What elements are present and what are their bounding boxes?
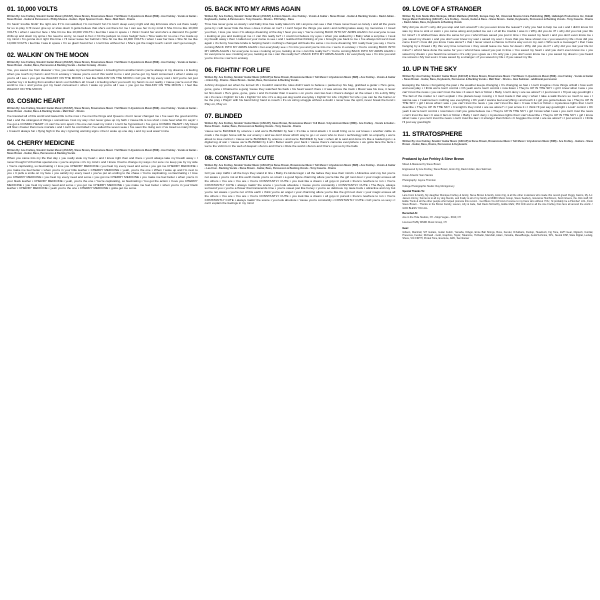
song-title: 02. WALKIN' ON THE MOON [7,51,89,59]
production-heading: Produced by Ace Frehley & Steve Brown [402,157,464,162]
song-credits: Written By: Ace Frehley, Smokin' Guitar Music (ASCAP) & Steve Brown, Brownstone Music / Yell Music / Lilysdotcom Music (BMI) ▪ Ace Frehley - Vocals & Guitar ▪ Steve Brown - Guitar, Bass, Keyboards, Percussion & Backing Vocals ▪ Matt Starr - Drums ▪ Alex Salzman - additional percussion [402,75,594,82]
song-lyrics: Johnny dropped out when he turned 16 ▪ Couldn't stand the rules didn't want to believe ▪ packed up his bag, grabbed a guitar ▪ He's gone, gone, gone ▪ Chained to a gang 'cause they watched his back ▪ his heart wasn't there ▪ it was across the track ▪ Music was his love, it never let him down ▪ He's gone, gone, gone ▪ and it's harder than it seems ▪ on you're own two feet ▪ there's danger on the street ▪ It's a dirty filthy rat ▪ it's race ▪ Fightin' for Life ▪ Fightin' for Life ▪ It's a dog eat dog world everyday ▪ Fightin' for Life ▪ Fightin' for Life ▪ you can be the hunter or be the prey ▪ Playin' with his band living' hand to mouth ▪ It's six string struggle without a doubt ▪ never lose the spirit, never break the bond ▪ Play on, Play on [204,83,397,106]
song-credits: Written By: Ace Frehley, Smokin' Guitar Music (ASCAP), Steve Brown, Brownstone Music / Yell Music / Lilysdotcom Music (BMI) ▪ Ace Frehley - Vocals & Guitar ▪ Steve Brown - Guitar, Bass, Percussion & Backing Vocals [7,148,198,155]
gear-text: Gibson, Marshall, SIT Guitars, Guitar Fetish, Yamaha, DiAgio, Ernie Ball Strings, Boss, Fender, D'Addario, Dunlop, Headrush, Fig Tone, EVH Gear, Digitech, Cordial, Presonus, Fender, Richwall - Gold, Graphics, Taylor, Takamine, Hi-Radio, Marshall, Adam, Yamaha, Mesa/Boogie, AudioTechnica, SPL, Neural DSP, Slate Digital, Ludwig, Shure, VIC FIRTH, Protek Tone, Evertune, ARC, Sennheiser [402,230,594,241]
song-lyrics: I'm havin' trouble findin' the right one If I'm not satisfied, I'm not havin' fun I'm lovin' sleep every night and day El knows she's out there ready for us to play It I'll never give up or slow down It gotta believe that she's out there for me I can see her in my mind It She hit me like 10,000 VOLTS ▪ when I saw her face ▪ She hit me like 10,000 VOLTS ▪ feel like I was in space ▪ I think I found her and she's a diamond It's gettin' chills up and down my spine ▪ No need to worry, no need to fret ▪ I hit the jackpot no more hedgin' bets ▪ Time waits for no one ▪ I've made up my mind ▪ I'm gonna do it right this time ▪ I'll never leave her behind ▪ She hit me like 10,000 VOLTS ▪ when I saw her face ▪ She hit me like 10,000 VOLTS ▪ feel like I was in space ▪ I'm so glad I found her ▪ I can't live without her ▪ She's got the magic touch ▪ and I can't get enough [7,22,199,46]
recorded-at-text: Ace in the Hole Studios, NY ▪ Mojo Vegas - 6910, NY [402,216,462,219]
special-thanks-text: Lara Conn & family, My daughter Monique Frehley & family, Steve Brown & family, Anton Fig, & all the other musicians who made this record great! Peggy Castro, My A.J. Jaxson Jimmy, Sonnet & to all my dog friends, and finally to all of my family at MNRK Music Group, Steve Seabury, Giovanna Hutchinson, Scott Givens, the JAG staff, Mr. Eddie Trunk & all the other people who helped promote this record... Get Bless You All! And of course to my Fans who without YOU, I'd probably be a Plumber! LOL, From Steve Brown... Thanks to the Brown Family, Lauren, Lilly & Jade, Neil Davis McCarthy, Eddie Mahr, Phil Cirili and to all the Ace Frehley Kiss fans all around the world...! GOD BLESS YOU ALL [402,194,594,210]
column-2 [205,6,396,596]
special-thanks-heading: Special Thanks To: [402,190,425,194]
song-title: 10. UP IN THE SKY [402,66,457,74]
song-lyrics: When you came into my life that day ▪ you really stole my heart ▪ and I knew right then and there ▪ you'd always take my breath away ▪ I never thought I'd find that special one ▪ you're anyone ▪ it's my mind ▪ and I knew I had to change my ways ▪ for sure ▪ to keep you by my side ▪ You're captivating, so fascinating ▪ I love you CHERRY MEDICINE ▪ you heal my every need and some ▪ you got me CHERRY MEDICINE ▪ you make me feel better ▪ when you're in your little leather ▪ CHERRY MEDICINE ▪ yeah, you're the one ▪ When I woke up and I'm next to you ▪ It pulls a smile on my face ▪ you satisfy my every need ▪ you've put an ending to the chase ▪ You're captivating, so fascinating ▪ I love you CHERRY MEDICINE ▪ you heal my every need and some ▪ you got me CHERRY MEDICINE ▪ you make me feel better ▪ when you're in your black leather ▪ CHERRY MEDICINE ▪ yeah, you're the one ▪ You're captivating, so fascinating ▪ You got the action ▪ I love you CHERRY MEDICINE ▪ you heal my every need and some ▪ you got me CHERRY MEDICINE ▪ you make me feel better ▪ when you're in your black leather ▪ CHERRY MEDICINE ▪ yeah you're the one ▪ CHERRY MEDICINE ▪ gotta get me some [7,156,199,191]
song-lyrics: Girl you stop traffic ▪ all the boys they stand in line ▪ Baby it's kinda tragic ▪ all the ladies they lose their mind's ▪ Attractive and coy but you're not aware ▪ you're not at this earth inside you're so smart ▪ a good figure charming allure you're like the girl next door ▪ your magic ensues all the others ▪ You are ▪ You are ▪ You're CONSTANTLY CUTE ▪ you look like a dream ▪ all guys in pursuit ▪ there's nowhere to run ▪ You're CONSTANTLY CUTE ▪ always makin' the scene ▪ you look absolute ▪ 'cause you're constantly ▪ CONSTANTLY CUTE ▪ The Boys, always surround you ▪ you're a flower that transcends time ▪ you're sweet just like honey ▪ you're so delicious my taste buds ▪ attractive and coy but you're not aware ▪ you're not of this earth ▪ think you're an angel ▪ your charming allure you're like the girl next door ▪ your magic ensues all the others ▪ You are ▪ You are ▪ You're CONSTANTLY CUTE ▪ you look like a dream ▪ all guys in pursuit ▪ there's nowhere to run ▪ You're CONSTANTLY CUTE ▪ always makin' the scene ▪ you look absolute ▪ 'cause you're constantly ▪ CONSTANTLY CUTE ▪ Girl you're so sexy ▪ I can't explain the feelings in my mind [204,171,397,206]
song-lyrics: Time has never gone so slowly ▪ and baby time has really taken it's toll ▪ anyone can see ▪ that I have never been so lonely ▪ and all the years gone by ▪ will never hide the lines ▪ does it show on me? ▪ I can't forget the things you said ▪ and nothing takes away my memories ▪ I loved you then, I love you now ▪ I'm always dreaming of the day I hear you say ▪ You're coming BACK INTO MY ARMS AGAIN ▪ for everyone to see ▪ looking at you and looking at me ▪ I can this really be? ▪ I could not believe my eyes ▪ when you walked by ▪ Baby what a surprise ▪ I took my breath away ▪ then I called out your name to see ▪ and I realized that thinking of you ▪ brought you back to me ▪ I've always felt we'd meet again ▪ it's funny how fate kinda is helping hand ▪ nothing's changed still feels the same ▪ no more dreaming 'till I really hear you say ▪ You're coming BACK INTO MY ARMS AGAIN ▪ bet everybody see ▪ I'm into you and you're into me ▪ we're in ecstasy ▪ You're coming BACK INTO MY ARMS AGAIN ▪ for everyone to see ▪ looking at you, looking at me ▪ can this really be? ▪ You're coming BACK INTO MY ARMS AGAIN ▪ for everyone to see ▪ looking at you, looking at me ▪ can this really be? ▪ BACK INTO MY ARMS AGAIN ▪ for everybody see ▪ I'm into you and you're into me ▪ we're in ecstasy [204,22,397,61]
production-credits [402,157,593,242]
song-entry [7,98,198,134]
license-text: Licensed To/By MNRK Music Group, NY [402,221,448,225]
song-entry [7,140,198,191]
song-credits: Written By: Ace Frehley, Smokin' Guitar Music (ASCAP), Steve Brown, Brownstone Music / Yell Music / Lilysdotcom Music (BMI) ▪ Ace Frehley - Vocals & Guitar ▪ Steve Brown - Guitar & Percussion ▪ Philip Shouse - Guitar ▪ Ryan Spencer Cook - Bass ▪ Matt Starr - Drums [7,15,198,22]
song-title: 09. LOVE OF A STRANGER [402,6,482,13]
song-title: 03. COSMIC HEART [7,97,65,105]
column-3 [402,6,593,596]
song-title: 05. BACK INTO MY ARMS AGAIN [204,6,301,13]
song-credits: Written By: Ace Frehley, Smokin' Guitar Music (ASCAP) & Steve Brown, Brownstone Music / Yell Music / Lilysdotcom Music (BMI) ▪ Ace Frehley - Vocals & Guitar ▪ Lea Cruz - Backing Vocals ▪ Steve Brown - Guitar, Bass, Percussion & Backing Vocals ▪ Tony Caserta - Drums [204,163,396,170]
song-credits: Written By: Ace Frehley, Smokin' Guitar Music (ASCAP) & Steve Brown, Brownstone Music / Yell Music / Lilysdotcom Music (BMI) ▪ Ace Frehley - Vocals & Guitar ▪ Anton Fig - Drums ▪ Steve Brown - Guitar, Bass, Percussion & Backing Vocals [204,75,396,82]
song-entry [205,155,396,206]
song-title: 06. FIGHTIN' FOR LIFE [204,66,271,74]
song-title: 11. STRATOSPHERE [402,130,463,138]
song-lyrics: Why did you do it? ▪ why did you stop and turn around? ▪ do you even know the reason? ▪ why you had to help me out ▪ and I didn't know It it was my time to sink or swim ▪ you came along and pulled me out ▪ of all the trouble I was in ▪ Why did you do it? ▪ why did you risk your life for mine? ▪ It whirled have done the same for you ▪ who'd have saved you just in time ▪ You saved my heart ▪ and you don't even know me ▪ you saved my dream ▪ and you don't ever know my soul ▪ saved my soul ▪ I love that you have shown me ▪ you saved my life ▪ how did you come from? ▪ how did you know I was alone? ▪ that I never stood a chance to find a way out on my own ▪ Who sent a message? ▪ that I was hanging by a thread ▪ By this very time tomorrow ▪ they would leave me here for dead ▪ Why did you do it? ▪ why did you risk your life for mine? ▪ who'd have done the same for you ▪ who'd have saved you just in time ▪ You saved my heart ▪ and you don't even know me ▪ you saved my dream ▪ you heard me scream ▪ It's only you ▪ gave us ▪ It's only you ▪ you don't even know me ▪ you saved my dream ▪ you heard me scream ▪ My lost soul ▪ It was saved by a stranger ▪ if you saved my life ▪ if you saved my life [402,25,594,60]
recorded-at-heading: Recorded At: [402,212,418,215]
song-title: 08. CONSTANTLY CUTE [204,154,275,162]
song-title: 07. BLINDED [204,112,243,120]
production-line: Mixed & Mastered by Steve Brown [402,162,441,166]
song-entry [7,52,198,92]
song-credits: Written By: Ace Frehley, Smokin' Guitar Music (ASCAP) & Anton Sword ▪ Ace Frehley - Vocals & Guitar ▪ Steve Brown - Guitar & Backing Vocals ▪ David Julian - Keyboards, Guitar, & Percussion ▪ Tony Caserta - Drums ▪ P.D Farley - Bass [204,15,396,22]
production-line: Photography: Jayme Thornton [402,179,436,183]
production-line: College Photographic Studio: Ray Montgomery [402,184,455,188]
song-entry [402,131,593,148]
song-credits: Written By: Ace Frehley, Smokin' Guitar Music (ASCAP), Steve Brown, Brownstone Music / Yell Music / Lilysdotcom Music (BMI) ▪ Ace Frehley - Vocals & Guitar ▪ Steve Brown - Guitar, Bass & Backing Vocals ▪ Matt Starr - Drums [7,106,198,113]
song-credits: Written By: Ace Frehley, Smokin' Guitar Music (ASCAP), Steve Brown, Brownstone Music / Yell Music / Lilysdotcom Music (BMI) ▪ Ace Frehley - Vocals & Guitar ▪ Steve Brown - Guitar, Bass, Percussion & Backing Vocals ▪ Tony Caserta - Drums [204,121,396,128]
song-lyrics: Escaping the future ▪ Forgetting the past ▪ the weather keeps changing ▪ It's changing so fast ▪ I can't imagine ▪ how things unfold ▪ how such and everyday ▪ I think we're losin' control ▪ Oh yeah we're losin' control ▪ now listen ▪ They're UP IN THE SKY ▪ girl I know what I saw ▪ you can't trust the news ▪ you can't trust the law ▪ It was it fact or fiction ▪ Baby I can't deny ▪ are we alone? ▪ I just know it ▪ I'll just say goodnight ▪ The fact of the matter is I can't explain ▪ the planets keep moving ▪ It God made it that way ▪ when I take a walk there's so much to see ▪ I wanna see ▪ I wanna feel ▪ nothing see everything ▪ Oh yeah I wanna feel everything ▪ and touch it ▪ girl you gotta believe me ▪ They're UP IN THE SKY ▪ girl I know what I saw ▪ you can't trust the news ▪ you can't trust the law ▪ It was it fact or fiction ▪ mysterious lights that I can't describe ▪ They're UP IN THE SKY ▪ It tonight's they mind ▪ are we alone? ▪ I just screw it ▪ I think I'll just say goodnight ▪ Losin' control ▪ Oh yeah it we're losin' control ▪ now listen ▪ Girl you gotta believe me ▪ They're UP IN THE SKY ▪ girl I know what I saw ▪ you can't trust the news ▪ can't trust the law ▪ It was it fact or fiction ▪ Baby I can't deny ▪ mysterious lights that I can't describe ▪ They're UP IN THE SKY ▪ girl I know what I saw ▪ you can't trust the news ▪ can't trust the law ▪ it stranger than fiction ▪ It boggles the mind ▪ are we alone? ▪ I just screw it ▪ I think I'll just say goodnight [402,82,594,125]
song-lyrics: You, you saved me from disaster ▪ You, you made my heart beat faster ▪ A feeling from another land ▪ you're always in my dreams ▪ A feeling when you touch my hand ▪ and I'm in ecstasy ▪ 'cause you're out of this world to me ▪ and you've got my heart consumed ▪ when I wake up you're all I see ▪ you got me WALKIN' ON THE MOON ▪ I feel like WALKIN' ON THE MOON ▪ Girl you fill my every void ▪ Girl you're not just another toy ▪ A feeling from another land ▪ our bubble's all I need ▪ A feeling when you touch my hand ▪ is our reality ▪ 'cause you're out of this world to me ▪ and you've got my heart consumed ▪ when I wake up you're all I see ▪ you got me WALKIN' ON THE MOON ▪ I feel like WALKIN' ON THE MOON [7,68,199,91]
song-entry [205,67,396,107]
song-entry [205,113,396,149]
song-credits: Written By: Ace Frehley, Smokin' Guitar Music (ASCAP), Steve Brown, Brownstone Music / Yell Music / Lilysdotcom Music (BMI) ▪ Ace Frehley - Vocals & Guitar ▪ Steve Brown - Guitar, Bass, Percussion & Backing Vocals ▪ Jordan Conway - Drums [7,60,198,67]
production-line: Cover Artwork: Sam Santos [402,173,434,177]
song-lyrics: 'cause we're BLINDED by science ▪ and we're BLINDED by fear ▪ It's like a mind attack ▪ It could bring us to our knees ▪ another cable to crack ▪ the trojan horse will be our enemy ▪ and we don't know which way to go ▪ or even who to trust ▪ technology with no empathy ▪ we're about to lose control ▪ 'cause we're BLINDED by science ▪ and we're BLINDED by fear ▪ when all is said and done it's like a loaded gun ▪ a digital log of war ▪ 'cause we're BLINDED by it all ▪ Better watch your back ▪ 'cause there's cameras everywhere ▪ we gotta face the facts ▪ we're the victim's in the web of despair ▪ Zero's and One's ▪ Rule the world ▪ Zero's and One's ▪ got us by the balls [204,129,397,149]
song-entry [7,6,198,46]
column-1 [7,6,198,596]
song-title: 04. CHERRY MEDICINE [7,139,75,147]
gear-heading: Gear: [402,226,409,230]
song-entry [205,6,396,61]
song-credits: Written By Fem Noëla Mina Monique, Wilder Matthew (ASCAP), Europa Carp SA, Universal Musica Unica Publishing (BMI), Hallelujah Productions Inc, Kobalt Songs Music Publishing (ASCAP) ▪ Ace Frehley - Vocals, Guitar & Bass ▪ Steve Brown - Guitar, Keyboards, Percussion & Backing Vocals ▪ Tony Caserta - Drums ▪ David Julian, Bass, Keyboards & Backing Vocals [402,15,594,25]
production-line: Engineered by Ace Frehley, Steve Brown, Anton Fig, David Julian, Alex Salzman [402,168,492,172]
song-entry [402,66,593,125]
song-credits: Written By: Ace Frehley, Smokin' Guitar Music (ASCAP) & Steve Brown, Brownstone Music / Yell Music / Lilysdotcom Music (BMI) ▪ Ace Frehley - Guitars ▪ Steve Brown - Guitar, Bass, Drums, Percussion & Keyboards [402,139,594,146]
song-entry [402,6,593,60]
song-title: 01. 10,000 VOLTS [7,6,58,13]
song-lyrics: I've traveled all of this world and tasted life to the max ▪ I've met the Kings and Queens ▪ but it never changed me ▪ I've seen the good and the bad ▪ and the strangest of things ▪ sometimes I lost my way ▪ but never gave up my faith ▪ 'cause life is too short ▪ now hear what I'm sayin' ▪ I've got a COSMIC HEART ▪ It can't be torn apart ▪ No one can read my mind ▪ I can't be hypnotized ▪ I've got a COSMIC HEART ▪ My blood will flow ▪ Faster than mere mortals ▪ and I can't be controlled ▪ I've sailed the seven seas ▪ I've seen the rising sun ▪ I've loved so many things ▪ It wasn't always fun ▪ flying high in the sky ▪ Ignoring warning signs ▪ then I woke up one day ▪ and my soul wasn't mine [7,114,199,134]
